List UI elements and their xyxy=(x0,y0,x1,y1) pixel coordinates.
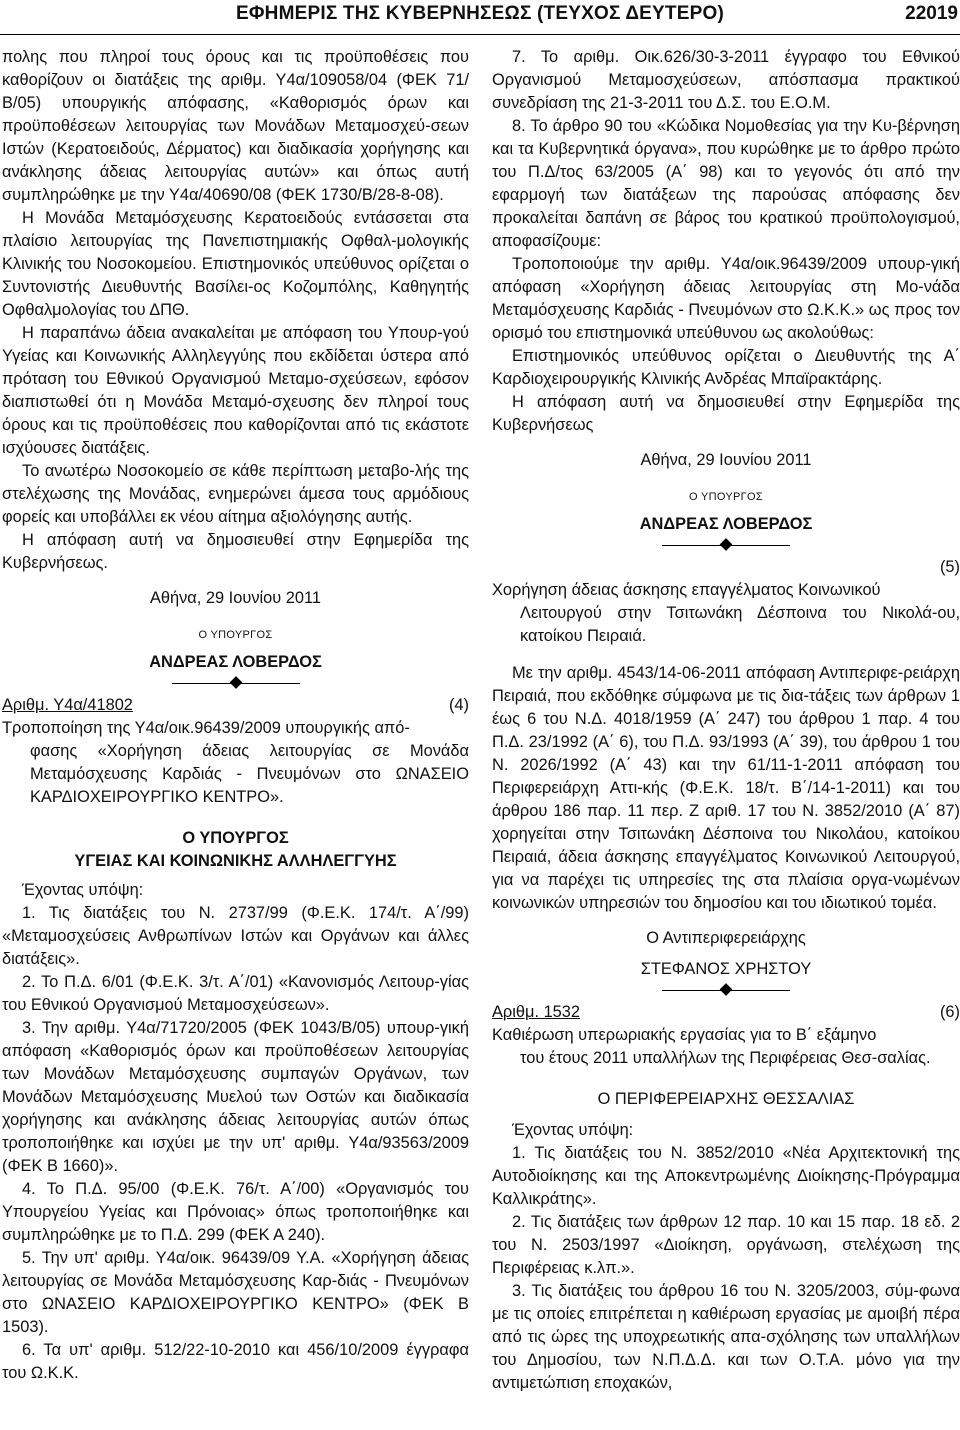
authority-title: Ο ΥΠΟΥΡΓΟΣ xyxy=(182,829,289,847)
page-header xyxy=(0,0,960,35)
list-item: 4. Το Π.Δ. 95/00 (Φ.Ε.Κ. 76/τ. Α΄/00) «Οργανισμός του Υπουργείου Υγείας και Πρόνοιας» όπως τροποποιήθηκε και συμπληρώθηκε με το Π.Δ. 299 (ΦΕΚ Α 240). xyxy=(2,1180,469,1244)
paragraph: πολης που πληροί τους όρους και τις προϋποθέσεις που καθορίζουν οι διατάξεις της αριθμ. Υ4α/109058/04 (ΦΕΚ 71/Β/05) υπουργικής απόφασης, «Καθορισμός όρων και προϋποθέσεων λειτουργίας των Μονάδων Μεταμοσχεύ-σεων Ιστών (Κερατοειδούς, Δέρματος) και διαδικασία χορήγησης και ανάκλησης άδειας λειτουργίας αυτών» και όπως αυτή συμπληρώθηκε με την Υ4α/40690/08 (ΦΕΚ 1730/Β/28-8-08). xyxy=(2,48,469,204)
signer-name: ΑΝΔΡΕΑΣ ΛΟΒΕΡΔΟΣ xyxy=(639,515,813,533)
diamond-icon xyxy=(720,538,733,551)
decision-number: Αριθμ. 1532 xyxy=(492,1003,581,1021)
authority-title: Ο ΠΕΡΙΦΕΡΕΙΑΡΧΗΣ ΘΕΣΣΑΛΙΑΣ xyxy=(597,1090,855,1108)
section-divider xyxy=(662,538,790,552)
list-item: 1. Τις διατάξεις του Ν. 3852/2010 «Νέα Αρχιτεκτονική της Αυτοδιοίκησης και της Αποκεντρωμένης Διοίκησης-Πρόγραμμα Καλλικράτης». xyxy=(492,1144,960,1208)
signer-title: Ο ΥΠΟΥΡΓΟΣ xyxy=(198,629,273,641)
paragraph: Με την αριθμ. 4543/14-06-2011 απόφαση Αντιπεριφε-ρειάρχη Πειραιά, που εκδόθηκε σύμφωνα με τις δια-τάξεις των άρθρων 1 έως 6 του Ν.Δ. 4018/1959 (Α΄ 247) του άρθρου 1 παρ. 4 του Π.Δ. 23/1992 (Α΄ 6), του Π.Δ. 93/1993 (Α΄ 39), του άρθρου 1 του Ν. 2026/1992 (Α΄ 43) και την 61/11-1-2011 απόφαση του Περιφερειάρχη Αττι-κής (Φ.Ε.Κ. 18/τ. Β΄/14-1-2011) και του άρθρου 186 παρ. 11 περ. Ζ αριθ. 17 του Ν. 3852/2010 (Α΄ 87) χορηγείται στην Τσιτωνάκη Δέσποινα του Νικολάου, κατοίκου Πειραιά, άδεια άσκησης επαγγέλματος Κοινωνικού Λειτουργού, για να παρέχει τις υπηρεσίες της στα πλαίσια οργα-νωμένων κοινωνικών υπηρεσιών του δημοσίου και του ιδιωτικού τομέα. xyxy=(492,664,960,912)
signer-title: Ο Αντιπεριφερειάρχης xyxy=(646,929,806,947)
page-number: 22019 xyxy=(905,3,958,24)
decision-header xyxy=(492,1001,960,1024)
signer-title: Ο ΥΠΟΥΡΓΟΣ xyxy=(689,491,763,503)
gazette-title: ΕΦΗΜΕΡΙΣ ΤΗΣ ΚΥΒΕΡΝΗΣΕΩΣ (ΤΕΥΧΟΣ ΔΕΥΤΕΡΟ) xyxy=(236,3,724,24)
list-item: 3. Τις διατάξεις του άρθρου 16 του Ν. 3205/2003, σύμ-φωνα με τις οποίες επιτρέπεται η καθιέρωση εργασίας με αμοιβή πέρα από τις ώρες της υποχρεωτικής απα-σχόλησης των υπαλλήλων του Δημοσίου, των Ν.Π.Δ.Δ. και των Ο.Τ.Α. μόνο για την αντιμετώπιση εποχακών, xyxy=(492,1282,960,1392)
diamond-icon xyxy=(229,676,242,689)
paragraph: Η Μονάδα Μεταμόσχευσης Κερατοειδούς εντάσσεται στα πλαίσιο λειτουργίας της Πανεπιστημιακής Οφθαλ-μολογικής Κλινικής του Νοσοκομείου. Επιστημονικός υπεύθυνος ορίζεται ο Συντονιστής Διευθυντής Βασίλει-ος Κοζομπόλης, Καθηγητής Οφθαλμολογίας του ΔΠΘ. xyxy=(2,209,469,319)
decision-title-first-line: Καθιέρωση υπερωριακής εργασίας για το Β΄ εξάμηνο xyxy=(492,1026,877,1044)
list-item: 3. Την αριθμ. Υ4α/71720/2005 (ΦΕΚ 1043/Β/05) υπουρ-γική απόφαση «Καθορισμός όρων και προϋποθέσεων λειτουργίας των Μονάδων Μεταμόσχευσης συμπαγών Οργάνων, των Μονάδων Μεταμόσχευσης Μυελού των Οστών και διαδικασία χορήγησης και ανάκλησης άδειας λειτουργίας αυτών όπως τροποποιήθηκε και ισχύει με την υπ' αριθμ. Υ4α/93563/2009 (ΦΕΚ Β 1660)». xyxy=(2,1019,469,1175)
decision-title: του έτους 2011 υπαλλήλων της Περιφέρειας Θεσ-σαλίας. xyxy=(520,1049,931,1067)
section-divider xyxy=(662,983,790,997)
left-column xyxy=(2,46,469,1385)
decision-index: (4) xyxy=(448,696,469,714)
paragraph: Η παραπάνω άδεια ανακαλείται με απόφαση του Υπουρ-γού Υγείας και Κοινωνικής Αλληλεγγύης που εκδίδεται ύστερα από πρόταση του Εθνικού Οργανισμού Μεταμο-σχεύσεων, εφόσον διαπιστωθεί ότι η Μονάδα Μεταμό-σχευσης δεν πληροί τους όρους και τις προϋποθέσεις που καθορίζονται από τις εκάστοτε ισχύουσες διατάξεις. xyxy=(2,324,469,457)
signer-name: ΑΝΔΡΕΑΣ ΛΟΒΕΡΔΟΣ xyxy=(149,653,322,671)
right-column xyxy=(492,46,960,1395)
signing-date: Αθήνα, 29 Ιουνίου 2011 xyxy=(149,589,322,607)
decision-index: (5) xyxy=(939,558,960,576)
decision-title: Λειτουργού στην Τσιτωνάκη Δέσποινα του Νικολά-ου, κατοίκου Πειραιά. xyxy=(520,604,960,645)
decision-header xyxy=(2,694,469,717)
list-item: 2. Το Π.Δ. 6/01 (Φ.Ε.Κ. 3/τ. Α΄/01) «Κανονισμός Λειτουρ-γίας του Εθνικού Οργανισμού Μεταμοσχεύσεων». xyxy=(2,973,469,1014)
decision-index: (6) xyxy=(939,1003,960,1021)
decision-title: φασης «Χορήγηση άδειας λειτουργίας σε Μονάδα Μεταμόσχευσης Καρδιάς - Πνευμόνων στο ΩΝΑΣΕΙΟ ΚΑΡΔΙΟΧΕΙΡΟΥΡΓΙΚΟ ΚΕΝΤΡΟ». xyxy=(30,742,469,806)
decision-title-first-line: Χορήγηση άδειας άσκησης επαγγέλματος Κοινωνικού xyxy=(492,581,881,599)
authority-ministry: ΥΓΕΙΑΣ ΚΑΙ ΚΟΙΝΩΝΙΚΗΣ ΑΛΛΗΛΕΓΓΥΗΣ xyxy=(74,852,397,870)
list-item: 5. Την υπ' αριθμ. Υ4α/οικ. 96439/09 Υ.Α. «Χορήγηση άδειας λειτουργίας σε Μονάδα Μεταμόσχευσης Καρ-διάς - Πνευμόνων στο ΩΝΑΣΕΙΟ ΚΑΡΔΙΟΧΕΙΡΟΥΡΓΙΚΟ ΚΕΝΤΡΟ» (ΦΕΚ Β 1503). xyxy=(2,1249,469,1336)
paragraph: Η απόφαση αυτή να δημοσιευθεί στην Εφημερίδα της Κυβερνήσεως xyxy=(492,393,960,434)
paragraph: Επιστημονικός υπεύθυνος ορίζεται ο Διευθυντής της Α΄ Καρδιοχειρουργικής Κλινικής Ανδρέας Μπαϊρακτάρης. xyxy=(492,347,960,388)
considering-label: Έχοντας υπόψη: xyxy=(512,1121,634,1139)
list-item: 8. Το άρθρο 90 του «Κώδικα Νομοθεσίας για την Κυ-βέρνηση και τα Κυβερνητικά όργανα», που κυρώθηκε με το άρθρο πρώτο του Π.Δ/τος 63/2005 (Α΄ 98) και το γεγονός ότι από την εφαρμογή των διατάξεων της παρούσας απόφασης δεν προκαλείται δαπάνη σε βάρος του κρατικού προϋπολογισμού, αποφασίζουμε: xyxy=(492,117,960,250)
paragraph: Το ανωτέρω Νοσοκομείο σε κάθε περίπτωση μεταβο-λής της στελέχωσης της Μονάδας, ενημερώνει άμεσα τους αρμόδιους φορείς και υποβάλλει εκ νέου αίτημα αξιολόγησης αυτής. xyxy=(2,462,469,526)
paragraph: Τροποποιούμε την αριθμ. Υ4α/οικ.96439/2009 υπουρ-γική απόφαση «Χορήγηση άδειας λειτουργίας στη Μο-νάδα Μεταμόσχευσης Καρδιάς - Πνευμόνων στο Ω.Κ.Κ.» ως προς τον ορισμό του επιστημονικά υπεύθυνου ως ακολούθως: xyxy=(492,255,960,342)
list-item: 2. Τις διατάξεις των άρθρων 12 παρ. 10 και 15 παρ. 18 εδ. 2 του Ν. 2503/1997 «Διοίκηση, οργάνωση, στελέχωση της Περιφέρειας κ.λπ.». xyxy=(492,1213,960,1277)
decision-title-first-line: Τροποποίηση της Υ4α/οικ.96439/2009 υπουργικής από- xyxy=(2,719,410,737)
paragraph: Η απόφαση αυτή να δημοσιευθεί στην Εφημερίδα της Κυβερνήσεως. xyxy=(2,531,469,572)
list-item: 6. Τα υπ' αριθμ. 512/22-10-2010 και 456/10/2009 έγγραφα του Ω.Κ.Κ. xyxy=(2,1341,469,1382)
decision-number: Αριθμ. Υ4α/41802 xyxy=(2,696,133,714)
list-item: 1. Τις διατάξεις του Ν. 2737/99 (Φ.Ε.Κ. 174/τ. Α΄/99) «Μεταμοσχεύσεις Ανθρωπίνων Ιστών και Οργάνων και άλλες διατάξεις». xyxy=(2,904,469,968)
section-divider xyxy=(172,676,300,690)
diamond-icon xyxy=(720,983,733,996)
list-item: 7. Το αριθμ. Οικ.626/30-3-2011 έγγραφο του Εθνικού Οργανισμού Μεταμοσχεύσεων, απόσπασμα πρακτικού συνεδρίαση της 21-3-2011 του Δ.Σ. του Ε.Ο.Μ. xyxy=(492,48,960,112)
considering-label: Έχοντας υπόψη: xyxy=(22,881,144,899)
signing-date: Αθήνα, 29 Ιουνίου 2011 xyxy=(640,451,812,469)
signer-name: ΣΤΕΦΑΝΟΣ ΧΡΗΣΤΟΥ xyxy=(640,960,812,978)
